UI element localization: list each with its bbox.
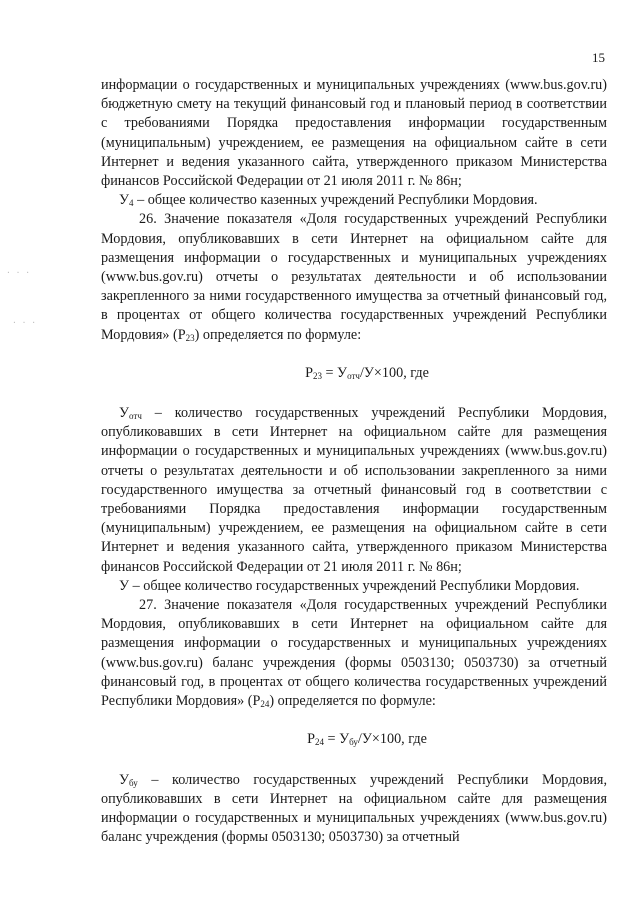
variable-subscript: 23: [185, 332, 195, 343]
formula-part: = У: [324, 731, 350, 748]
formula-subscript: бу: [349, 737, 358, 748]
paragraph-text: – общее количество казенных учреждений Республики Мордовия.: [133, 192, 538, 209]
formula-subscript: 23: [312, 370, 322, 381]
variable-subscript: отч: [129, 411, 142, 422]
paragraph-text: – количество государственных учреждений Республики Мордовия, опубликовавших в сети Интернет на официальном сайте для размещения информации о государственных и муниципальных учреждениях (www.bus.gov.ru) отчеты о результатах деятельности и об использовании закрепленного за ними государственного имущества за отчетный финансовый год в соответствии с требованиями Порядка предоставления информации государственным (муниципальным) учреждением, ее размещения на официальном сайте в сети Интернет и ведения указанного сайта, утвержденного приказом Министерства финансов Российской Федерации от 21 июля 2011 г. № 86н;: [101, 405, 607, 575]
paragraph-text: У – общее количество государственных учреждений Республики Мордовия.: [119, 577, 580, 594]
paragraph-text: 26. Значение показателя «Доля государственных учреждений Республики Мордовия, опубликовавших в сети Интернет на официальном сайте для размещения информации о государственных и муниципальных учреждениях (www.bus.gov.ru) отчеты о результатах деятельности и об использовании закрепленного за ними государственного имущества за отчетный финансовый год, в процентах от общего количества государственных учреждений Республики Мордовия» (Р: [101, 211, 607, 343]
document-body: [101, 76, 607, 847]
variable-subscript: 4: [129, 198, 134, 209]
paragraph-definition: [101, 191, 607, 210]
formula-part: = У: [321, 364, 348, 381]
formula-p24: [101, 730, 607, 749]
formula-part: Р: [305, 364, 313, 381]
scan-artifact: · · ·: [12, 318, 37, 327]
scan-artifact: · · ·: [6, 268, 31, 277]
formula-p23: [101, 364, 607, 383]
variable: У: [119, 405, 130, 422]
paragraph: [101, 76, 607, 191]
formula-part: /У×100, где: [357, 731, 427, 748]
paragraph-text: информации о государственных и муниципальных учреждениях (www.bus.gov.ru) бюджетную смету на текущий финансовый год и плановый период в соответствии с требованиями Порядка предоставления информации государственным (муниципальным) учреждением, ее размещения на официальном сайте в сети Интернет и ведения указанного сайта, утвержденного приказом Министерства финансов Российской Федерации от 21 июля 2011 г. № 86н;: [101, 77, 607, 190]
paragraph-text: ) определяется по формуле:: [194, 326, 362, 343]
paragraph-text: ) определяется по формуле:: [269, 693, 436, 710]
paragraph-text: – количество государственных учреждений Республики Мордовия, опубликовавших в сети Интернет на официальном сайте для размещения информации о государственных и муниципальных учреждениях (www.bus.gov.ru) баланс учреждения (формы 0503130; 0503730) за отчетный: [101, 771, 607, 846]
formula-subscript: 24: [315, 737, 324, 748]
formula-part: /У×100, где: [359, 364, 429, 381]
paragraph-definition: [101, 577, 607, 596]
formula-subscript: отч: [347, 370, 360, 381]
variable: У: [119, 192, 130, 209]
variable-subscript: 24: [260, 699, 270, 710]
formula-part: Р: [307, 731, 315, 748]
paragraph-item-26: [101, 210, 607, 344]
variable: У: [119, 771, 130, 788]
paragraph-definition: [101, 771, 607, 848]
page-number: 15: [592, 50, 605, 65]
paragraph-item-27: [101, 596, 607, 711]
variable-subscript: бу: [129, 777, 138, 788]
paragraph-definition: [101, 404, 607, 577]
paragraph-text: 27. Значение показателя «Доля государственных учреждений Республики Мордовия, опубликовавших в сети Интернет на официальном сайте для размещения информации о государственных и муниципальных учреждениях (www.bus.gov.ru) баланс учреждения (формы 0503130; 0503730) за отчетный финансовый год, в процентах от общего количества государственных учреждений Республики Мордовия» (Р: [101, 597, 607, 710]
